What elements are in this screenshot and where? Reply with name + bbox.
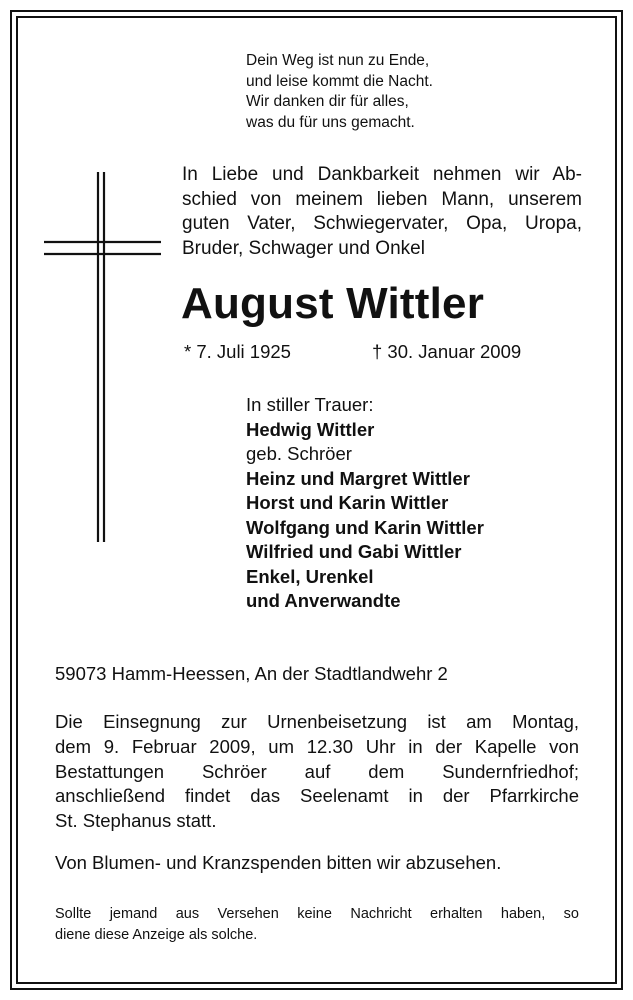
ceremony-line: anschließend findet das Seelenamt in der Pfarrkirche (55, 785, 579, 807)
poem (246, 51, 433, 133)
ceremony-text (55, 710, 579, 834)
intro-line: In Liebe und Dankbarkeit nehmen wir Ab- (182, 164, 582, 185)
mourner-line: Enkel, Urenkel (246, 565, 374, 587)
cross-icon (42, 170, 164, 546)
mourner-line: geb. Schröer (246, 443, 352, 464)
intro-text (182, 163, 582, 261)
mourner-line: Heinz und Margret Wittler (246, 467, 470, 489)
ceremony-line: dem 9. Februar 2009, um 12.30 Uhr in der Kapelle von (55, 735, 579, 757)
flowers-note: Von Blumen- und Kranzspenden bitten wir abzusehen. (55, 852, 502, 873)
notice-line: diene diese Anzeige als solche. (55, 926, 258, 943)
mourner-line: Wolfgang und Karin Wittler (246, 516, 484, 538)
intro-line: Bruder, Schwager und Onkel (182, 237, 425, 259)
birth-date: * 7. Juli 1925 (184, 341, 291, 362)
deceased-name: August Wittler (181, 279, 485, 328)
mourners-heading: In stiller Trauer: (246, 394, 374, 415)
mourner-line: und Anverwandte (246, 590, 401, 611)
intro-line: guten Vater, Schwiegervater, Opa, Uropa, (182, 213, 582, 234)
mourners (246, 393, 484, 614)
death-date: † 30. Januar 2009 (372, 341, 522, 362)
poem-line: und leise kommt die Nacht. (246, 72, 433, 90)
poem-line: Wir danken dir für alles, (246, 93, 409, 110)
mourner-line: Hedwig Wittler (246, 418, 375, 440)
mourner-line: Horst und Karin Wittler (246, 492, 449, 513)
intro-line: schied von meinem lieben Mann, unserem (182, 188, 582, 210)
poem-line: Dein Weg ist nun zu Ende, (246, 52, 430, 69)
address: 59073 Hamm-Heessen, An der Stadtlandwehr 2 (55, 663, 448, 684)
ceremony-line: Bestattungen Schröer auf dem Sundernfriedhof; (55, 760, 579, 782)
notice-text (55, 904, 579, 945)
ceremony-line: Die Einsegnung zur Urnenbeisetzung ist am Montag, (55, 711, 579, 732)
notice-line: Sollte jemand aus Versehen keine Nachricht erhalten haben, so (55, 906, 579, 922)
mourner-line: Wilfried und Gabi Wittler (246, 541, 462, 562)
poem-line: was du für uns gemacht. (246, 113, 415, 131)
ceremony-line: St. Stephanus statt. (55, 810, 217, 832)
